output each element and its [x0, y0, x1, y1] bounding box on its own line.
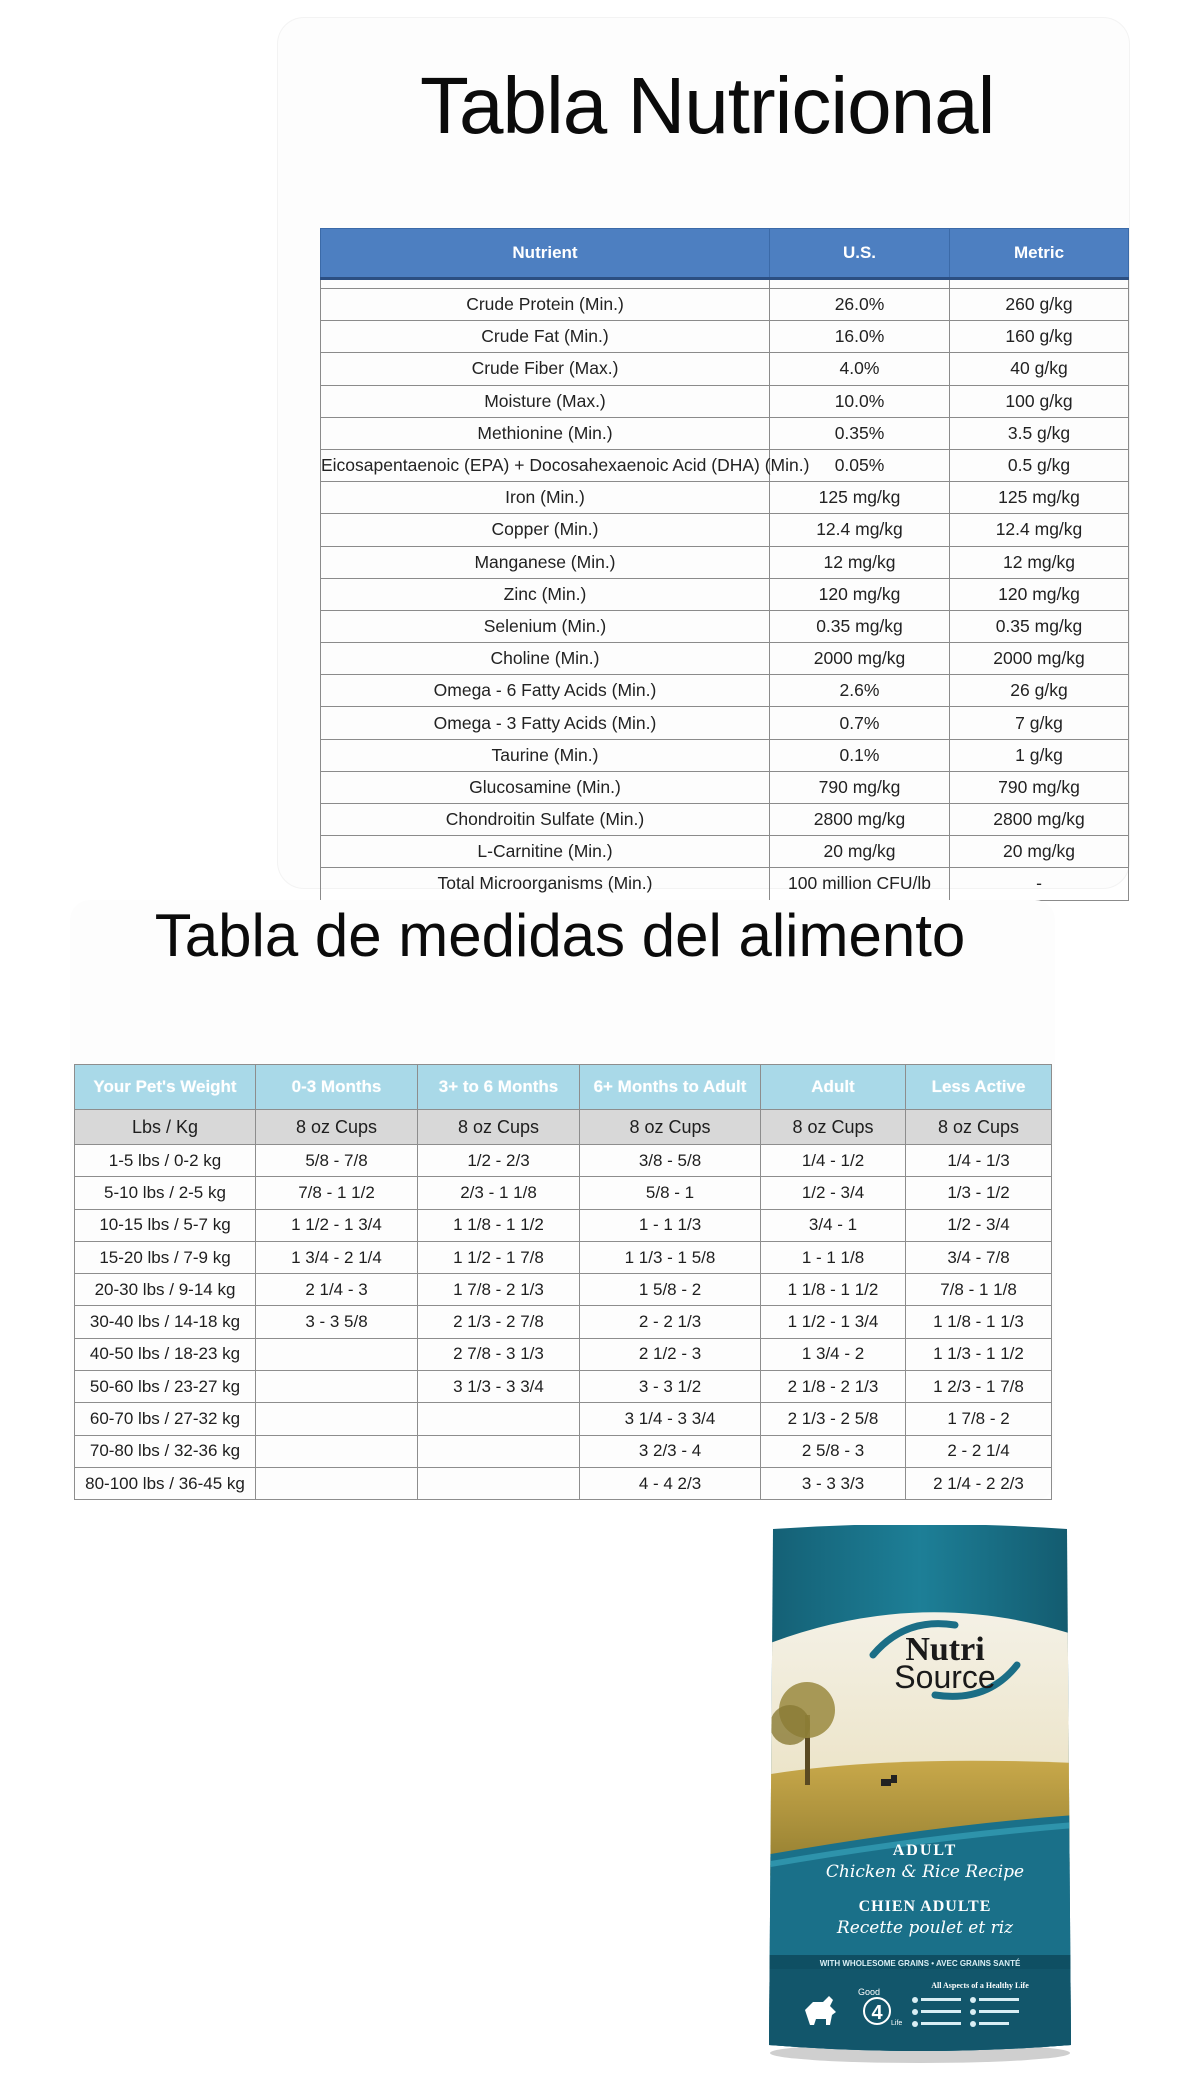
- nutrient-name: Total Microorganisms (Min.): [321, 868, 770, 900]
- cups-cell: 1/4 - 1/2: [761, 1145, 906, 1177]
- nutrient-us: 120 mg/kg: [770, 578, 950, 610]
- nutrient-us: 12 mg/kg: [770, 546, 950, 578]
- cups-cell: [256, 1371, 418, 1403]
- nutrient-us: 20 mg/kg: [770, 836, 950, 868]
- nutrient-metric: 260 g/kg: [950, 289, 1129, 321]
- cups-cell: [256, 1403, 418, 1435]
- nutrient-name: Taurine (Min.): [321, 739, 770, 771]
- product-line2: Chicken & Rice Recipe: [825, 1862, 1025, 1882]
- cups-cell: 2 - 2 1/4: [906, 1435, 1052, 1467]
- cups-cell: [418, 1467, 580, 1499]
- unit-cell: 8 oz Cups: [418, 1110, 580, 1145]
- nutrient-us: 0.1%: [770, 739, 950, 771]
- cups-cell: 1 1/3 - 1 5/8: [580, 1241, 761, 1273]
- nutrient-metric: 0.35 mg/kg: [950, 610, 1129, 642]
- cups-cell: 2 5/8 - 3: [761, 1435, 906, 1467]
- nutrient-metric: 2000 mg/kg: [950, 643, 1129, 675]
- nutrient-metric: 160 g/kg: [950, 321, 1129, 353]
- cups-cell: 1/2 - 2/3: [418, 1145, 580, 1177]
- table-row: [321, 417, 1129, 449]
- product-line3: CHIEN ADULTE: [858, 1898, 992, 1915]
- feeding-title: Tabla de medidas del alimento: [154, 902, 966, 969]
- nutrient-us: 0.35 mg/kg: [770, 610, 950, 642]
- nutrient-metric: 40 g/kg: [950, 353, 1129, 385]
- cups-cell: [256, 1467, 418, 1499]
- nutrient-name: Iron (Min.): [321, 482, 770, 514]
- cups-cell: 3/8 - 5/8: [580, 1145, 761, 1177]
- cups-cell: [418, 1403, 580, 1435]
- cups-cell: 3 1/4 - 3 3/4: [580, 1403, 761, 1435]
- cups-cell: 7/8 - 1 1/8: [906, 1274, 1052, 1306]
- nutrient-name: Omega - 3 Fatty Acids (Min.): [321, 707, 770, 739]
- nutrient-us: 0.05%: [770, 449, 950, 481]
- nutrient-metric: 125 mg/kg: [950, 482, 1129, 514]
- cups-cell: 2 - 2 1/3: [580, 1306, 761, 1338]
- nutrient-metric: 3.5 g/kg: [950, 417, 1129, 449]
- cups-cell: 3 - 3 5/8: [256, 1306, 418, 1338]
- cups-cell: 2 1/3 - 2 7/8: [418, 1306, 580, 1338]
- nutrition-table: [320, 228, 1129, 901]
- feeding-table: [74, 1064, 1052, 1500]
- unit-cell: 8 oz Cups: [761, 1110, 906, 1145]
- table-row: [321, 610, 1129, 642]
- cups-cell: 1 1/8 - 1 1/2: [418, 1209, 580, 1241]
- cups-cell: 5/8 - 1: [580, 1177, 761, 1209]
- nutrient-name: Copper (Min.): [321, 514, 770, 546]
- cups-cell: [418, 1435, 580, 1467]
- nutrient-us: 125 mg/kg: [770, 482, 950, 514]
- nutrient-name: Choline (Min.): [321, 643, 770, 675]
- nutrient-name: Moisture (Max.): [321, 385, 770, 417]
- cups-cell: [256, 1435, 418, 1467]
- unit-cell: 8 oz Cups: [580, 1110, 761, 1145]
- nutrient-name: Glucosamine (Min.): [321, 771, 770, 803]
- brand-line1: Nutri: [905, 1631, 985, 1668]
- cups-cell: 2/3 - 1 1/8: [418, 1177, 580, 1209]
- nutrient-name: Omega - 6 Fatty Acids (Min.): [321, 675, 770, 707]
- weight-cell: 70-80 lbs / 32-36 kg: [75, 1435, 256, 1467]
- cups-cell: 3 - 3 1/2: [580, 1371, 761, 1403]
- cups-cell: 2 7/8 - 3 1/3: [418, 1338, 580, 1370]
- nutrient-name: Crude Fat (Min.): [321, 321, 770, 353]
- cups-cell: 2 1/4 - 2 2/3: [906, 1467, 1052, 1499]
- cups-cell: 1 7/8 - 2 1/3: [418, 1274, 580, 1306]
- weight-cell: 10-15 lbs / 5-7 kg: [75, 1209, 256, 1241]
- nutrient-metric: 20 mg/kg: [950, 836, 1129, 868]
- cups-cell: 2 1/8 - 2 1/3: [761, 1371, 906, 1403]
- cups-cell: 1 3/4 - 2: [761, 1338, 906, 1370]
- nutrition-title: Tabla Nutricional: [420, 61, 995, 150]
- table-row: [321, 771, 1129, 803]
- nutrient-name: Methionine (Min.): [321, 417, 770, 449]
- weight-cell: 20-30 lbs / 9-14 kg: [75, 1274, 256, 1306]
- table-row: [321, 804, 1129, 836]
- cups-cell: 1 5/8 - 2: [580, 1274, 761, 1306]
- table-row: [321, 353, 1129, 385]
- table-row: [321, 482, 1129, 514]
- cups-cell: 2 1/4 - 3: [256, 1274, 418, 1306]
- weight-cell: 40-50 lbs / 18-23 kg: [75, 1338, 256, 1370]
- nutrient-metric: 120 mg/kg: [950, 578, 1129, 610]
- weight-cell: 1-5 lbs / 0-2 kg: [75, 1145, 256, 1177]
- nutrient-name: L-Carnitine (Min.): [321, 836, 770, 868]
- table-row: [321, 707, 1129, 739]
- product-line1: ADULT: [892, 1842, 958, 1859]
- cups-cell: 7/8 - 1 1/2: [256, 1177, 418, 1209]
- cups-cell: 1 1/2 - 1 3/4: [761, 1306, 906, 1338]
- aspects-text: All Aspects of a Healthy Life: [931, 1981, 1029, 1990]
- feeding-header-1: 0-3 Months: [256, 1065, 418, 1110]
- table-row: [321, 643, 1129, 675]
- feeding-header-5: Less Active: [906, 1065, 1052, 1110]
- cups-cell: 1 3/4 - 2 1/4: [256, 1241, 418, 1273]
- nutrient-us: 2.6%: [770, 675, 950, 707]
- table-row: [75, 1338, 1052, 1370]
- nutrient-us: 100 million CFU/lb: [770, 868, 950, 900]
- unit-cell: 8 oz Cups: [906, 1110, 1052, 1145]
- table-row: [321, 289, 1129, 321]
- good-label: Good: [857, 1987, 881, 1997]
- nutrient-us: 26.0%: [770, 289, 950, 321]
- nutrient-name: Crude Fiber (Max.): [321, 353, 770, 385]
- cups-cell: 1 1/2 - 1 7/8: [418, 1241, 580, 1273]
- nutrient-metric: -: [950, 868, 1129, 900]
- nutrient-us: 12.4 mg/kg: [770, 514, 950, 546]
- nutrient-metric: 12.4 mg/kg: [950, 514, 1129, 546]
- feeding-header-2: 3+ to 6 Months: [418, 1065, 580, 1110]
- cups-cell: 3/4 - 1: [761, 1209, 906, 1241]
- nutrient-metric: 790 mg/kg: [950, 771, 1129, 803]
- nutrition-header-1: U.S.: [770, 229, 950, 279]
- cups-cell: 1/2 - 3/4: [906, 1209, 1052, 1241]
- table-row: [321, 546, 1129, 578]
- table-row: [321, 514, 1129, 546]
- table-row: [321, 675, 1129, 707]
- cups-cell: 3 1/3 - 3 3/4: [418, 1371, 580, 1403]
- cups-cell: 3/4 - 7/8: [906, 1241, 1052, 1273]
- product-band: WITH WHOLESOME GRAINS • AVEC GRAINS SANTÉ: [819, 1959, 1021, 1968]
- nutrient-us: 16.0%: [770, 321, 950, 353]
- table-spacer: [321, 279, 1129, 289]
- cups-cell: 2 1/2 - 3: [580, 1338, 761, 1370]
- table-row: [75, 1274, 1052, 1306]
- nutrient-name: Eicosapentaenoic (EPA) + Docosahexaenoic Acid (DHA) (Min.): [321, 449, 770, 481]
- nutrition-header-2: Metric: [950, 229, 1129, 279]
- cups-cell: 1/4 - 1/3: [906, 1145, 1052, 1177]
- nutrient-name: Zinc (Min.): [321, 578, 770, 610]
- nutrient-us: 790 mg/kg: [770, 771, 950, 803]
- table-row: [321, 868, 1129, 900]
- table-row: [75, 1467, 1052, 1499]
- weight-cell: 80-100 lbs / 36-45 kg: [75, 1467, 256, 1499]
- nutrient-us: 10.0%: [770, 385, 950, 417]
- product-line4: Recette poulet et riz: [836, 1918, 1014, 1938]
- weight-cell: 30-40 lbs / 14-18 kg: [75, 1306, 256, 1338]
- cups-cell: 1 7/8 - 2: [906, 1403, 1052, 1435]
- brand-line2: Source: [894, 1659, 996, 1695]
- cups-cell: 1 - 1 1/3: [580, 1209, 761, 1241]
- cups-cell: 2 1/3 - 2 5/8: [761, 1403, 906, 1435]
- nutrient-metric: 7 g/kg: [950, 707, 1129, 739]
- good-sub: Life: [891, 2020, 903, 2027]
- table-row: [75, 1145, 1052, 1177]
- table-row: [75, 1403, 1052, 1435]
- nutrition-header-0: Nutrient: [321, 229, 770, 279]
- table-row: [75, 1241, 1052, 1273]
- cups-cell: 5/8 - 7/8: [256, 1145, 418, 1177]
- cups-cell: 1/3 - 1/2: [906, 1177, 1052, 1209]
- weight-cell: 15-20 lbs / 7-9 kg: [75, 1241, 256, 1273]
- nutrient-metric: 0.5 g/kg: [950, 449, 1129, 481]
- table-row: [321, 385, 1129, 417]
- nutrient-us: 0.35%: [770, 417, 950, 449]
- product-bag-image: [765, 1525, 1075, 2065]
- table-row: [321, 449, 1129, 481]
- table-row: [75, 1209, 1052, 1241]
- table-row: [321, 578, 1129, 610]
- nutrient-us: 2000 mg/kg: [770, 643, 950, 675]
- table-row: [321, 836, 1129, 868]
- nutrient-metric: 2800 mg/kg: [950, 804, 1129, 836]
- cups-cell: 3 - 3 3/3: [761, 1467, 906, 1499]
- weight-cell: 5-10 lbs / 2-5 kg: [75, 1177, 256, 1209]
- good-number: 4: [871, 2002, 883, 2024]
- nutrient-name: Selenium (Min.): [321, 610, 770, 642]
- nutrient-name: Chondroitin Sulfate (Min.): [321, 804, 770, 836]
- cups-cell: 1 1/3 - 1 1/2: [906, 1338, 1052, 1370]
- nutrient-name: Crude Protein (Min.): [321, 289, 770, 321]
- table-row: [75, 1435, 1052, 1467]
- feeding-header-0: Your Pet's Weight: [75, 1065, 256, 1110]
- weight-cell: 60-70 lbs / 27-32 kg: [75, 1403, 256, 1435]
- feeding-header-3: 6+ Months to Adult: [580, 1065, 761, 1110]
- nutrient-name: Manganese (Min.): [321, 546, 770, 578]
- table-row: [75, 1306, 1052, 1338]
- table-row: [321, 739, 1129, 771]
- cups-cell: 1 1/8 - 1 1/2: [761, 1274, 906, 1306]
- nutrient-us: 4.0%: [770, 353, 950, 385]
- nutrient-metric: 100 g/kg: [950, 385, 1129, 417]
- table-row: [75, 1177, 1052, 1209]
- cups-cell: 1 1/8 - 1 1/3: [906, 1306, 1052, 1338]
- cups-cell: 1 - 1 1/8: [761, 1241, 906, 1273]
- nutrient-us: 0.7%: [770, 707, 950, 739]
- nutrient-metric: 12 mg/kg: [950, 546, 1129, 578]
- spacer-cell: [950, 279, 1129, 289]
- cups-cell: [256, 1338, 418, 1370]
- table-row: [75, 1371, 1052, 1403]
- cups-cell: 4 - 4 2/3: [580, 1467, 761, 1499]
- unit-cell: Lbs / Kg: [75, 1110, 256, 1145]
- cups-cell: 1/2 - 3/4: [761, 1177, 906, 1209]
- cups-cell: 3 2/3 - 4: [580, 1435, 761, 1467]
- cups-cell: 1 2/3 - 1 7/8: [906, 1371, 1052, 1403]
- cups-cell: 1 1/2 - 1 3/4: [256, 1209, 418, 1241]
- spacer-cell: [321, 279, 770, 289]
- table-row: [321, 321, 1129, 353]
- spacer-cell: [770, 279, 950, 289]
- weight-cell: 50-60 lbs / 23-27 kg: [75, 1371, 256, 1403]
- nutrient-us: 2800 mg/kg: [770, 804, 950, 836]
- nutrient-metric: 26 g/kg: [950, 675, 1129, 707]
- feeding-header-4: Adult: [761, 1065, 906, 1110]
- unit-cell: 8 oz Cups: [256, 1110, 418, 1145]
- nutrient-metric: 1 g/kg: [950, 739, 1129, 771]
- units-row: [75, 1110, 1052, 1145]
